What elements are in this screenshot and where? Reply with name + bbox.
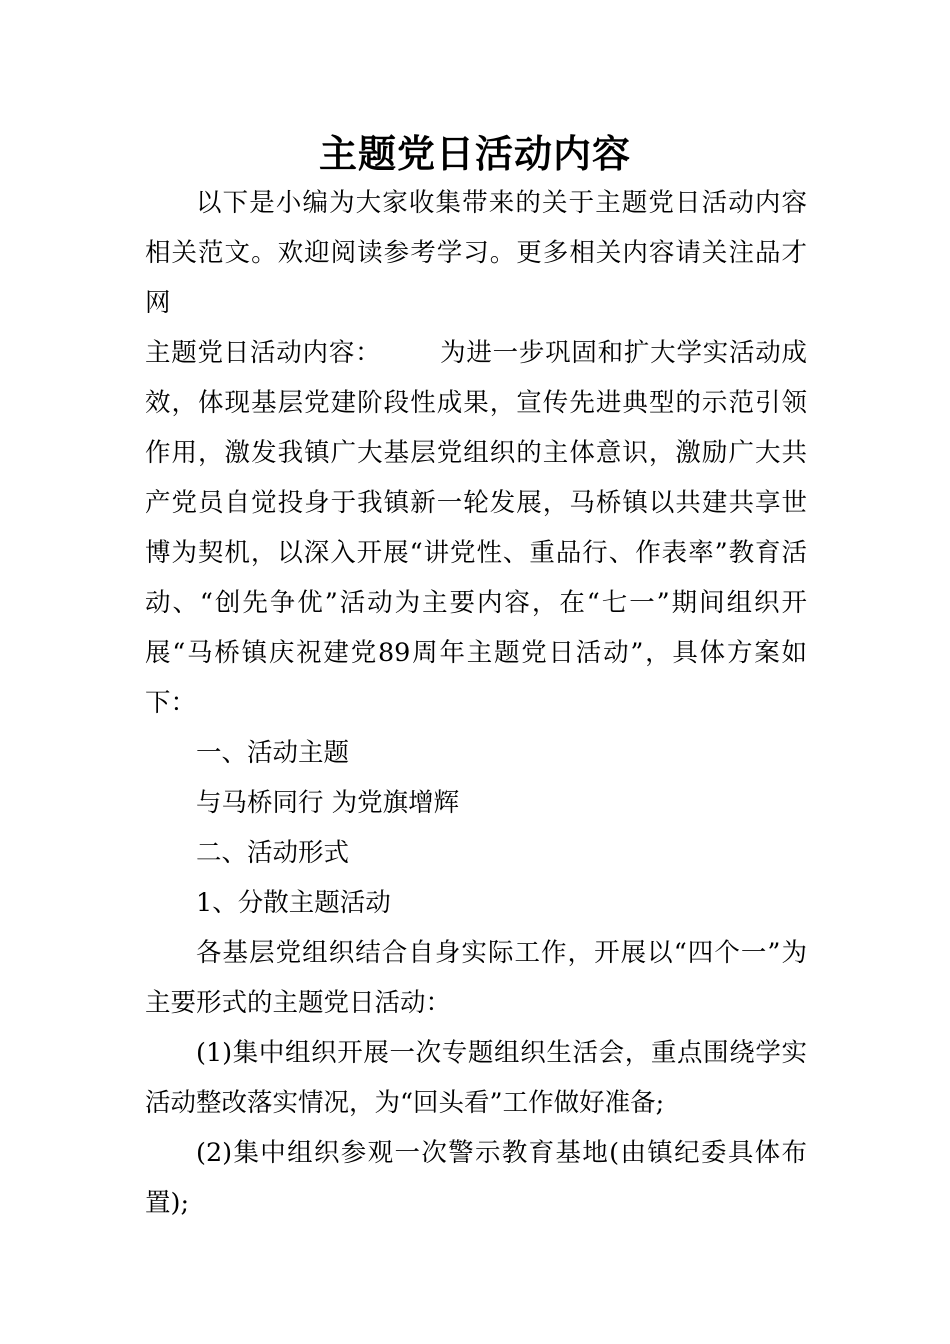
section1-text: 与马桥同行 为党旗增辉 xyxy=(196,788,460,818)
sub-item-1: (1)集中组织开展一次专题组织生活会，重点围绕学实活动整改落实情况，为“回头看”工作做好准备; xyxy=(145,1038,807,1118)
item1-heading: 1、分散主题活动 xyxy=(196,888,391,918)
document-body xyxy=(145,178,807,1228)
section2-heading: 二、活动形式 xyxy=(196,838,350,868)
document-title: 主题党日活动内容 xyxy=(318,131,631,176)
item1-text: 各基层党组织结合自身实际工作，开展以“四个一”为主要形式的主题党日活动： xyxy=(145,938,807,1018)
section1-heading: 一、活动主题 xyxy=(196,738,350,768)
main-paragraph-label: 主题党日活动内容： xyxy=(145,338,382,368)
intro-paragraph: 以下是小编为大家收集带来的关于主题党日活动内容相关范文。欢迎阅读参考学习。更多相关内容请关注品才网 xyxy=(145,188,807,318)
sub-item-2: (2)集中组织参观一次警示教育基地(由镇纪委具体布置); xyxy=(145,1138,807,1218)
main-paragraph xyxy=(145,328,807,728)
main-paragraph-text: 为进一步巩固和扩大学实活动成效，体现基层党建阶段性成果，宣传先进典型的示范引领作用，激发我镇广大基层党组织的主体意识，激励广大共产党员自觉投身于我镇新一轮发展，马桥镇以共建共享世博为契机，以深入开展“讲党性、重品行、作表率”教育活动、“创先争优”活动为主要内容，在“七一”期间组织开展“马桥镇庆祝建党89周年主题党日活动”，具体方案如下： xyxy=(145,338,807,718)
